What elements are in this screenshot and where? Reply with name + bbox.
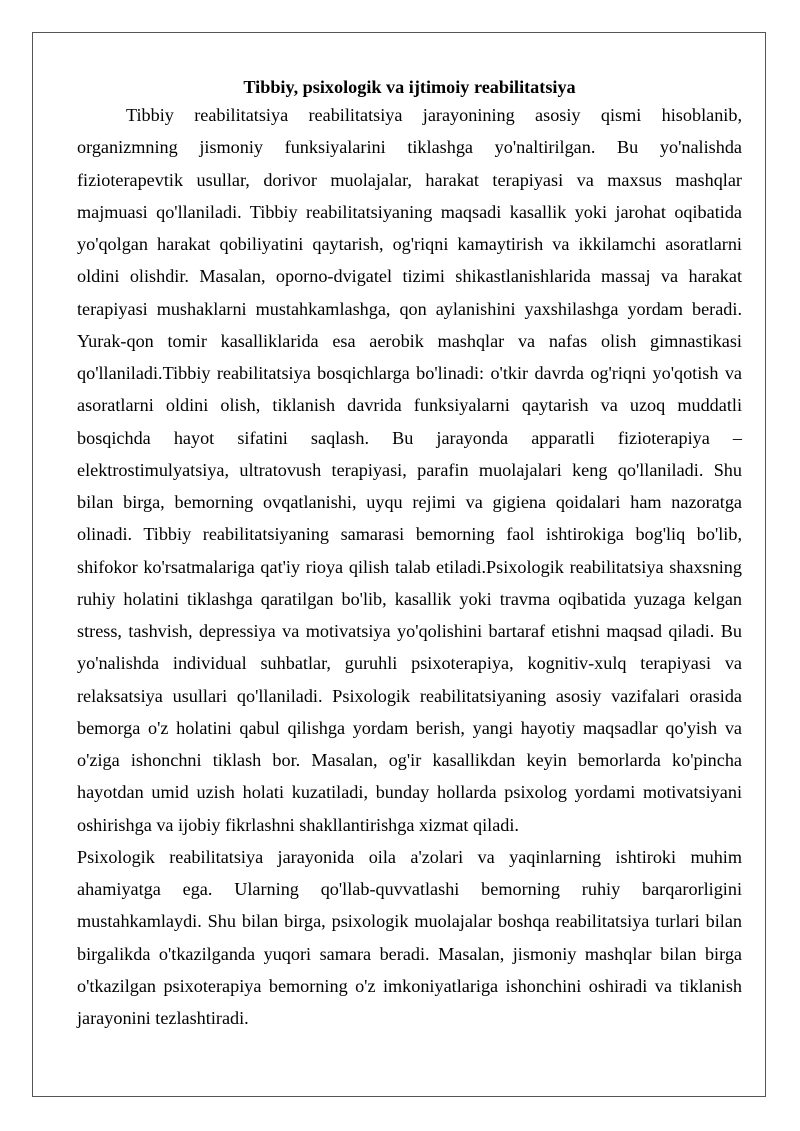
document-title: Tibbiy, psixologik va ijtimoiy reabilitatsiya (243, 77, 576, 97)
document-body (77, 76, 742, 1034)
paragraph-medical-psychological: Tibbiy reabilitatsiya reabilitatsiya jarayonining asosiy qismi hisoblanib, organizmning jismoniy funksiyalarini tiklashga yo'naltirilgan. Bu yo'nalishda fizioterapevtik usullar, dorivor muolajalar, harakat terapiyasi va maxsus mashqlar majmuasi qo'llaniladi. Tibbiy reabilitatsiyaning maqsadi kasallik yoki jarohat oqibatida yo'qolgan harakat qobiliyatini qaytarish, og'riqni kamaytirish va ikkilamchi asoratlarni oldini olishdir. Masalan, oporno-dvigatel tizimi shikastlanishlarida massaj va harakat terapiyasi mushaklarni mustahkamlashga, qon aylanishini yaxshilashga yordam beradi. Yurak-qon tomir kasalliklarida esa aerobik mashqlar va nafas olish gimnastikasi qo'llaniladi.Tibbiy reabilitatsiya bosqichlarga bo'linadi: o'tkir davrda og'riqni yo'qotish va asoratlarni oldini olish, tiklanish davrida funksiyalarni qaytarish va uzoq muddatli bosqichda hayot sifatini saqlash. Bu jarayonda apparatli fizioterapiya – elektrostimulyatsiya, ultratovush terapiyasi, parafin muolajalari keng qo'llaniladi. Shu bilan birga, bemorning ovqatlanishi, uyqu rejimi va gigiena qoidalari ham nazoratga olinadi. Tibbiy reabilitatsiyaning samarasi bemorning faol ishtirokiga bog'liq bo'lib, shifokor ko'rsatmalariga qat'iy rioya qilish talab etiladi.Psixologik reabilitatsiya shaxsning ruhiy holatini tiklashga qaratilgan bo'lib, kasallik yoki travma oqibatida yuzaga kelgan stress, tashvish, depressiya va motivatsiya yo'qolishini bartaraf etishni maqsad qiladi. Bu yo'nalishda individual suhbatlar, guruhli psixoterapiya, kognitiv-xulq terapiyasi va relaksatsiya usullari qo'llaniladi. Psixologik reabilitatsiyaning asosiy vazifalari orasida bemorga o'z holatini qabul qilishga yordam berish, yangi hayotiy maqsadlar qo'yish va o'ziga ishonchni tiklash bor. Masalan, og'ir kasallikdan keyin bemorlarda ko'pincha hayotdan umid uzish holati kuzatiladi, bunday hollarda psixolog yordami motivatsiyani oshirishga va ijobiy fikrlashni shakllantirishga xizmat qiladi. (77, 105, 742, 835)
paragraph-family-support: Psixologik reabilitatsiya jarayonida oila a'zolari va yaqinlarning ishtiroki muhim ahamiyatga ega. Ularning qo'llab-quvvatlashi bemorning ruhiy barqarorligini mustahkamlaydi. Shu bilan birga, psixologik muolajalar boshqa reabilitatsiya turlari bilan birgalikda o'tkazilganda yuqori samara beradi. Masalan, jismoniy mashqlar bilan birga o'tkazilgan psixoterapiya bemorning o'z imkoniyatlariga ishonchini oshiradi va tiklanish jarayonini tezlashtiradi. (77, 846, 742, 1028)
